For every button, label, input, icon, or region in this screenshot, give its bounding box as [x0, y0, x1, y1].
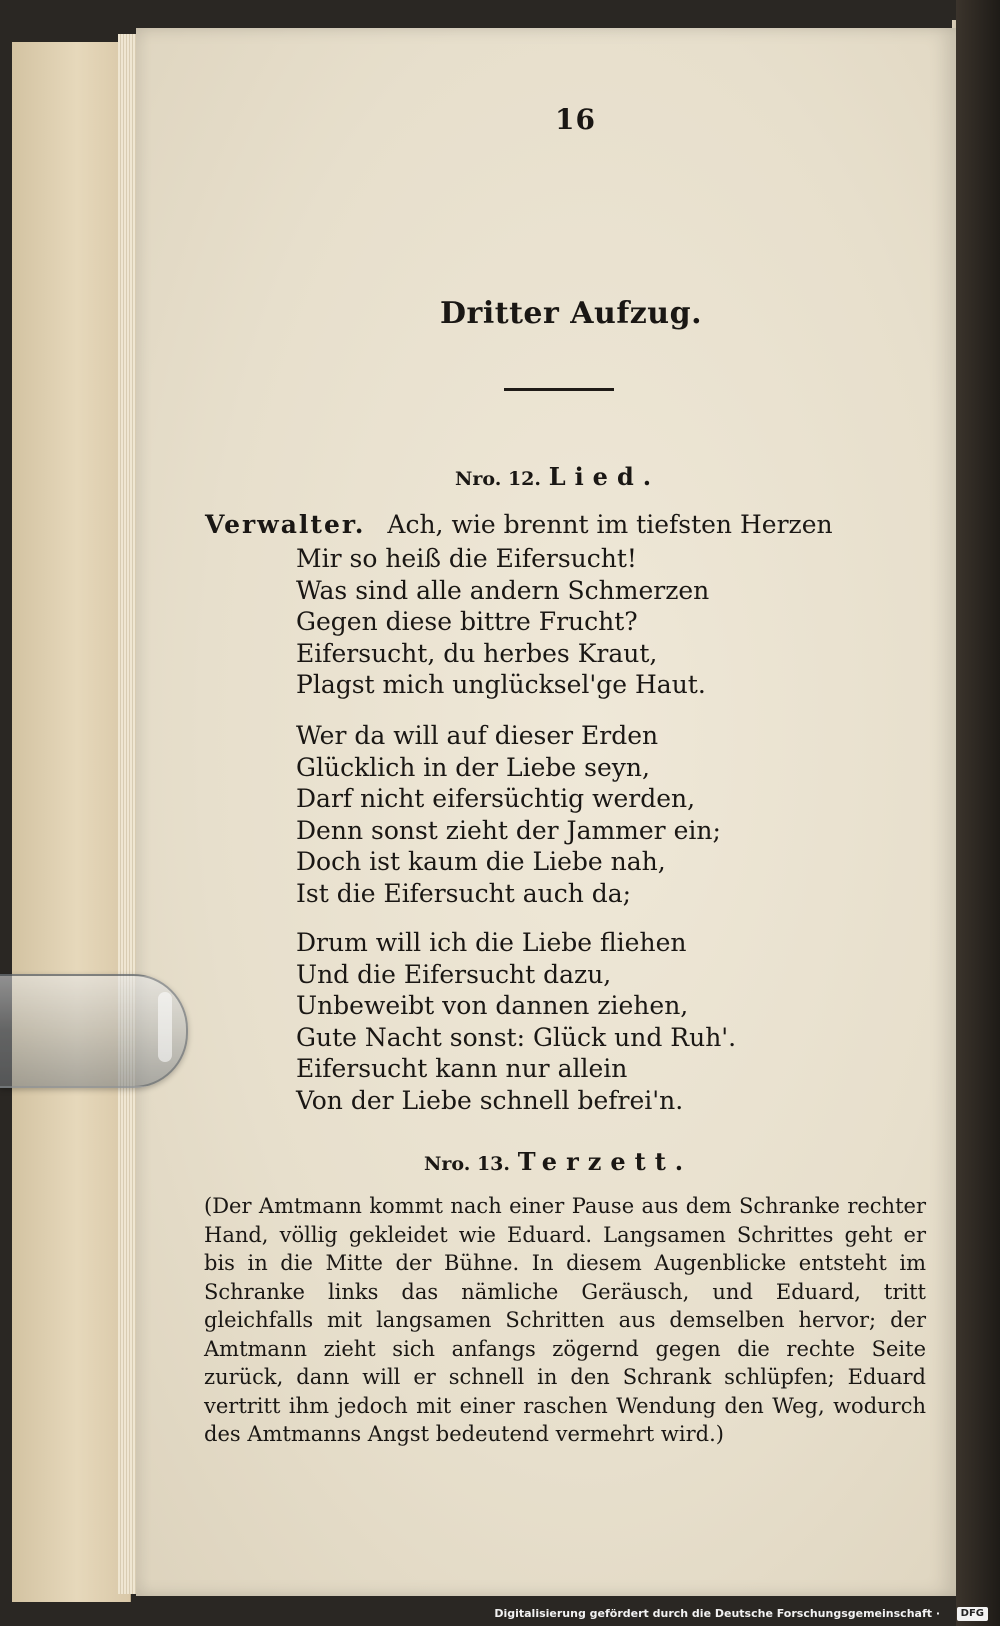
verse-line: Mir so heiß die Eifersucht!: [296, 544, 637, 573]
verse-line: Und die Eifersucht dazu,: [296, 959, 612, 989]
speaker-line: [205, 510, 833, 539]
verse-line: Eifersucht, du herbes Kraut,: [296, 638, 658, 668]
verse-line: Denn sonst zieht der Jammer ein;: [296, 815, 721, 845]
digitization-credit: Digitalisierung gefördert durch die Deutsche Forschungsgemeinschaft ·: [494, 1607, 940, 1620]
section-number: Nro. 12.: [455, 468, 542, 490]
verse-line: Doch ist kaum die Liebe nah,: [296, 847, 666, 876]
verse-line: Ist die Eifersucht auch da;: [296, 878, 632, 908]
stage-direction: (Der Amtmann kommt nach einer Pause aus dem Schranke rechter Hand, völlig gekleidet wie Eduard. Langsamen Schrittes geht er bis in die Mitte der Bühne. In diesem Augenblicke entsteht im Schranke links das nämliche Geräusch, und Eduard, tritt gleichfalls mit langsamen Schritten aus demselben hervor; der Amtmann zieht sich anfangs zögernd gegen die rechte Seite zurück, dann will er schnell in den Schrank schlüpfen; Eduard vertritt ihm jedoch mit einer raschen Wendung den Weg, wodurch des Amtmanns Angst bedeutend vermehrt wird.): [204, 1194, 926, 1446]
verse-line: Was sind alle andern Schmerzen: [296, 575, 710, 605]
stanza-1: [296, 543, 709, 701]
section-heading-12: [455, 462, 660, 491]
verse-line: Plagst mich unglücksel'ge Haut.: [296, 670, 706, 699]
book-edge-left: [12, 42, 131, 1602]
book-spine-shadow: [956, 0, 1000, 1626]
section-heading-13: [424, 1147, 692, 1176]
verse-line: Wer da will auf dieser Erden: [296, 721, 659, 750]
act-title: Dritter Aufzug.: [440, 296, 703, 331]
section-kind: Lied.: [548, 462, 661, 491]
glass-shine: [158, 992, 172, 1062]
verse-line: Darf nicht eifersüchtig werden,: [296, 784, 696, 813]
section-number: Nro. 13.: [424, 1153, 511, 1175]
verse-line: Drum will ich die Liebe fliehen: [296, 928, 687, 957]
stanza-3: [296, 927, 736, 1116]
verse-line: Gegen diese bittre Frucht?: [296, 607, 638, 636]
verse-line: Eifersucht kann nur allein: [296, 1054, 628, 1083]
speaker-name: Verwalter.: [205, 510, 366, 539]
page-number: 16: [555, 103, 596, 136]
verse-line: Ach, wie brennt im tiefsten Herzen: [387, 510, 833, 539]
verse-line: Von der Liebe schnell befrei'n.: [296, 1085, 684, 1115]
page-stack-edge: [118, 34, 138, 1594]
verse-line: Unbeweibt von dannen ziehen,: [296, 991, 689, 1020]
section-kind: Terzett.: [517, 1147, 693, 1176]
verse-line: Glücklich in der Liebe seyn,: [296, 752, 650, 782]
dfg-logo: DFG: [957, 1607, 988, 1621]
title-rule: [504, 388, 614, 391]
stanza-2: [296, 720, 721, 909]
glass-page-weight: [0, 974, 188, 1088]
verse-line: Gute Nacht sonst: Glück und Ruh'.: [296, 1022, 737, 1052]
